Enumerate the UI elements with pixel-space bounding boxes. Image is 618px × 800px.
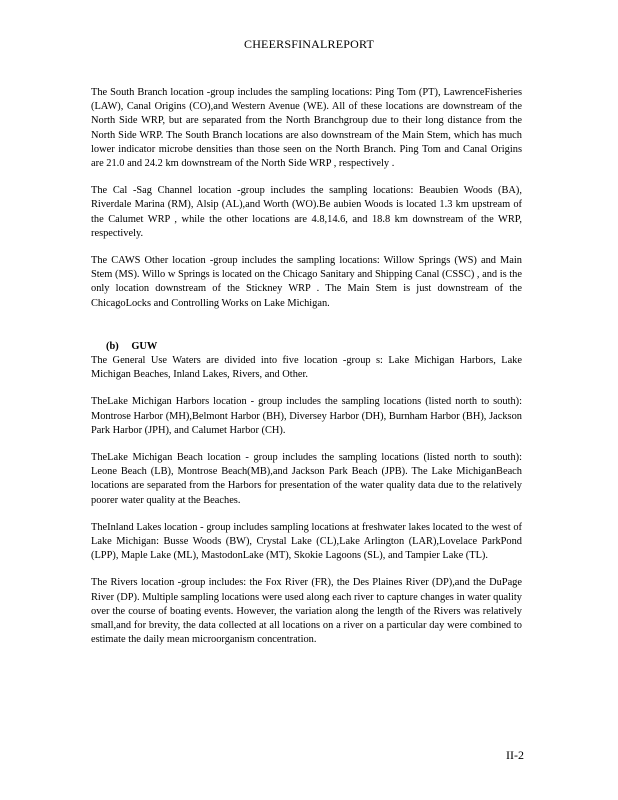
document-body — [91, 86, 522, 661]
paragraph-rivers: The Rivers location -group includes: the Fox River (FR), the Des Plaines River (DP),and the DuPage River (DP). Multiple sampling locations were used along each river to capture changes in water quality over the course of boating events. However, the variation along the length of the Rivers was relatively small,and for brevity, the data collected at all locations on a river on a particular day were combined to estimate the daily mean microorganism concentration. — [91, 577, 522, 646]
page-number: II-2 — [506, 748, 524, 762]
paragraph-lake-michigan-harbors: TheLake Michigan Harbors location - group includes the sampling locations (listed north to south): Montrose Harbor (MH),Belmont Harbor (BH), Diversey Harbor (DH), Burnham Harbor (BH), Jackson Park Harbor (JPH), and Calumet Harbor (CH). — [91, 396, 522, 436]
paragraph-inland-lakes: TheInland Lakes location - group includes sampling locations at freshwater lakes located to the west of Lake Michigan: Busse Woods (BW), Crystal Lake (CL),Lake Arlington (LAR),Lovelace ParkPond (LPP), Maple Lake (ML), MastodonLake (MT), Skokie Lagoons (SL), and Tampier Lake (TL). — [91, 521, 522, 562]
paragraph-caws-other: The CAWS Other location -group includes the sampling locations: Willow Springs (WS) and Main Stem (MS). Willo w Springs is located on the Chicago Sanitary and Shipping Canal (CSSC) , and is the only location downstream of the Stickney WRP . The Main Stem is just downstream of the ChicagoLocks and Controlling Works on Lake Michigan. — [91, 255, 522, 309]
paragraph-general-use-waters: The General Use Waters are divided into five location -group s: Lake Michigan Harbors, Lake Michigan Beaches, Inland Lakes, Rivers, and Other. — [91, 355, 522, 381]
section-label: (b) — [106, 340, 119, 352]
paragraph-south-branch: The South Branch location -group includes the sampling locations: Ping Tom (PT), LawrenceFisheries (LAW), Canal Origins (CO),and Western Avenue (WE). All of these locations are downstream of the North Side WRP, but are separated from the North Branchgroup due to their long distance from the North Side WRP. The South Branch locations are also downstream of the Main Stem, which has much lower indicator microbe densities than those seen on the North Branch. Ping Tom and Canal Origins are 21.0 and 24.2 km downstream of the North Side WRP , respectively . — [91, 87, 522, 170]
paragraph-lake-michigan-beach: TheLake Michigan Beach location - group includes the sampling locations (listed north to south): Leone Beach (LB), Montrose Beach(MB),and Jackson Park Beach (JPB). The Lake MichiganBeach locations are separated from the Harbors for presentation of the water quality data due to the relatively poorer water quality at the Beaches. — [91, 452, 522, 506]
section-heading-guw — [106, 340, 522, 354]
paragraph-cal-sag-channel: The Cal -Sag Channel location -group includes the sampling locations: Beaubien Woods (BA), Riverdale Marina (RM), Alsip (AL),and Worth (WO).Be aubien Woods is located 1.3 km upstream of the Calumet WRP , while the other locations are 4.8,14.6, and 18.8 km downstream of the WRP, respectively. — [91, 185, 522, 239]
section-title: GUW — [131, 340, 158, 352]
running-header: CHEERSFINALREPORT — [243, 37, 375, 51]
